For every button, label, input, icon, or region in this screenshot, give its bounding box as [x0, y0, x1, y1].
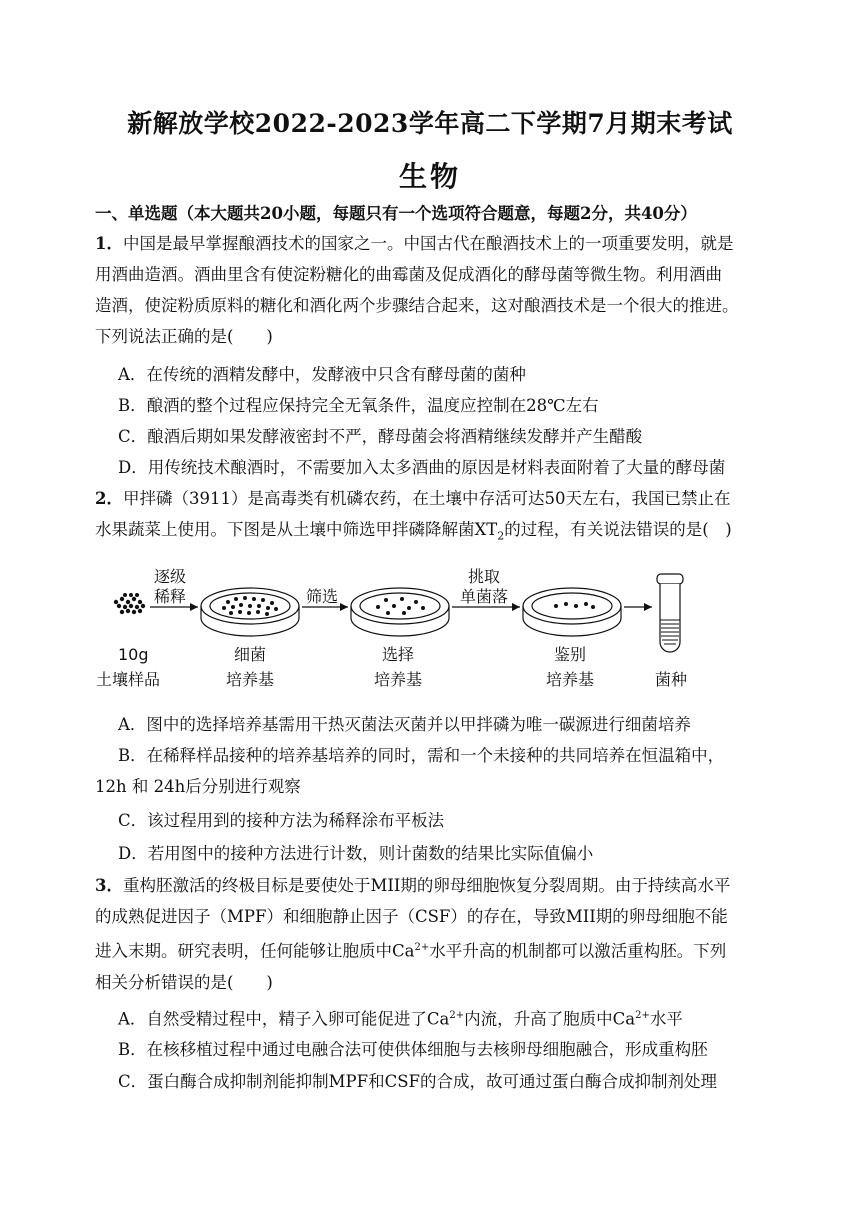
- question-1-stem: [95, 228, 767, 352]
- arrow-screening-label: 筛选: [306, 587, 339, 606]
- question-2-option-b-line-2: 12h 和 24h后分别进行观察: [95, 777, 301, 796]
- exam-title: 新解放学校2022-2023学年高二下学期7月期末考试: [127, 109, 733, 138]
- petri-dish-2: [351, 588, 449, 636]
- question-3-line-3: 进入末期。研究表明，任何能够让胞质中$Ca^{2+}$水平升高的机制都可以激活重构胚。下列: [95, 941, 727, 961]
- arrow-pick-label-1: 挑取: [468, 567, 501, 586]
- arrow-dilution-head: [190, 603, 198, 611]
- arrow-pick-head: [512, 603, 520, 611]
- question-3-option-c: C．蛋白酶合成抑制剂能抑制MPF和CSF的合成，故可通过蛋白酶合成抑制剂处理: [118, 1072, 717, 1091]
- question-3-option-a: A．自然受精过程中，精子入卵可能促进了$Ca^{2+}$内流，升高了胞质中$Ca^{2+}$水平: [118, 1009, 683, 1029]
- question-2-option-b-line-1: B．在稀释样品接种的培养基培养的同时，需和一个未接种的共同培养在恒温箱中，: [118, 746, 725, 765]
- question-3-line-1: 3．重构胚激活的终极目标是要使处于MII期的卵母细胞恢复分裂周期。由于持续高水平: [95, 876, 731, 895]
- dish-3-colonies: [554, 602, 595, 609]
- question-1-number: 1．: [95, 234, 123, 253]
- arrow-dilution-label-2: 稀释: [154, 587, 187, 606]
- question-2-option-d: D．若用图中的接种方法进行计数，则计菌数的结果比实际值偏小: [118, 844, 594, 863]
- question-1-option-d: D．用传统技术酿酒时，不需要加入太多酒曲的原因是材料表面附着了大量的酵母菌: [118, 458, 726, 477]
- question-3-number: 3．: [95, 876, 123, 895]
- sample-label: 土壤样品: [96, 670, 161, 689]
- subject-title: 生物: [398, 160, 461, 193]
- dish-2-label-2: 培养基: [374, 670, 423, 689]
- question-3-line-2: 的成熟促进因子（MPF）和细胞静止因子（CSF）的存在，导致MII期的卵母细胞不能: [95, 907, 728, 926]
- dish-3-label-1: 鉴别: [554, 645, 587, 664]
- dish-3-label-2: 培养基: [546, 670, 595, 689]
- dish-2-label-1: 选择: [382, 645, 415, 664]
- sample-amount: 10g: [118, 645, 149, 664]
- question-2-option-a: A．图中的选择培养基需用干热灭菌法灭菌并以甲拌磷为唯一碳源进行细菌培养: [118, 715, 691, 734]
- arrow-to-tube-head: [644, 603, 652, 611]
- question-2-option-c: C．该过程用到的接种方法为稀释涂布平板法: [118, 811, 445, 830]
- test-tube-icon: [657, 574, 683, 652]
- question-1-line-4: 下列说法正确的是( ): [95, 327, 273, 346]
- question-3-option-b: B．在核移植过程中通过电融合法可使供体细胞与去核卵母细胞融合，形成重构胚: [118, 1040, 708, 1059]
- question-1-option-c: C．酿酒后期如果发酵液密封不严，酵母菌会将酒精继续发酵并产生醋酸: [118, 427, 643, 446]
- question-1-line-2: 用酒曲造酒。酒曲里含有使淀粉糖化的曲霉菌及促成酒化的酵母菌等微生物。利用酒曲: [95, 265, 722, 284]
- question-3-line-4: 相关分析错误的是( ): [95, 972, 273, 992]
- dish-1-label-1: 细菌: [234, 645, 267, 664]
- question-2-line-2: 水果蔬菜上使用。下图是从土壤中筛选甲拌磷降解菌$XT_2$的过程，有关说法错误的是( ): [95, 520, 732, 543]
- petri-dish-3: [523, 588, 621, 636]
- question-1-line-3: 造酒，使淀粉质原料的糖化和酒化两个步骤结合起来，这对酿酒技术是一个很大的推进。: [95, 296, 739, 315]
- arrow-screening-head: [340, 603, 348, 611]
- arrow-dilution-label-1: 逐级: [154, 567, 187, 586]
- arrow-pick-label-2: 单菌落: [460, 587, 509, 606]
- dish-1-label-2: 培养基: [226, 670, 275, 689]
- dish-2-colonies: [376, 597, 425, 615]
- question-2-line-1: 2．甲拌磷（3911）是高毒类有机磷农药，在土壤中存活可达50天左右，我国已禁止在: [95, 489, 731, 508]
- section-heading: 一、单选题（本大题共20小题，每题只有一个选项符合题意，每题2分，共40分）: [95, 204, 697, 223]
- question-2-number: 2．: [95, 489, 123, 508]
- soil-sample-dots: [114, 593, 145, 614]
- question-1-line-1: 1．中国是最早掌握酿酒技术的国家之一。中国古代在酿酒技术上的一项重要发明，就是: [95, 234, 734, 253]
- dish-1-colonies: [222, 596, 278, 616]
- question-1-option-b: B．酿酒的整个过程应保持完全无氧条件，温度应控制在28℃左右: [118, 396, 599, 415]
- question-1-option-a: A．在传统的酒精发酵中，发酵液中只含有酵母菌的菌种: [118, 365, 526, 384]
- tube-label: 菌种: [655, 670, 688, 689]
- screening-process-diagram: [90, 562, 730, 702]
- question-3-stem: [95, 870, 767, 998]
- question-2-stem: [95, 483, 767, 551]
